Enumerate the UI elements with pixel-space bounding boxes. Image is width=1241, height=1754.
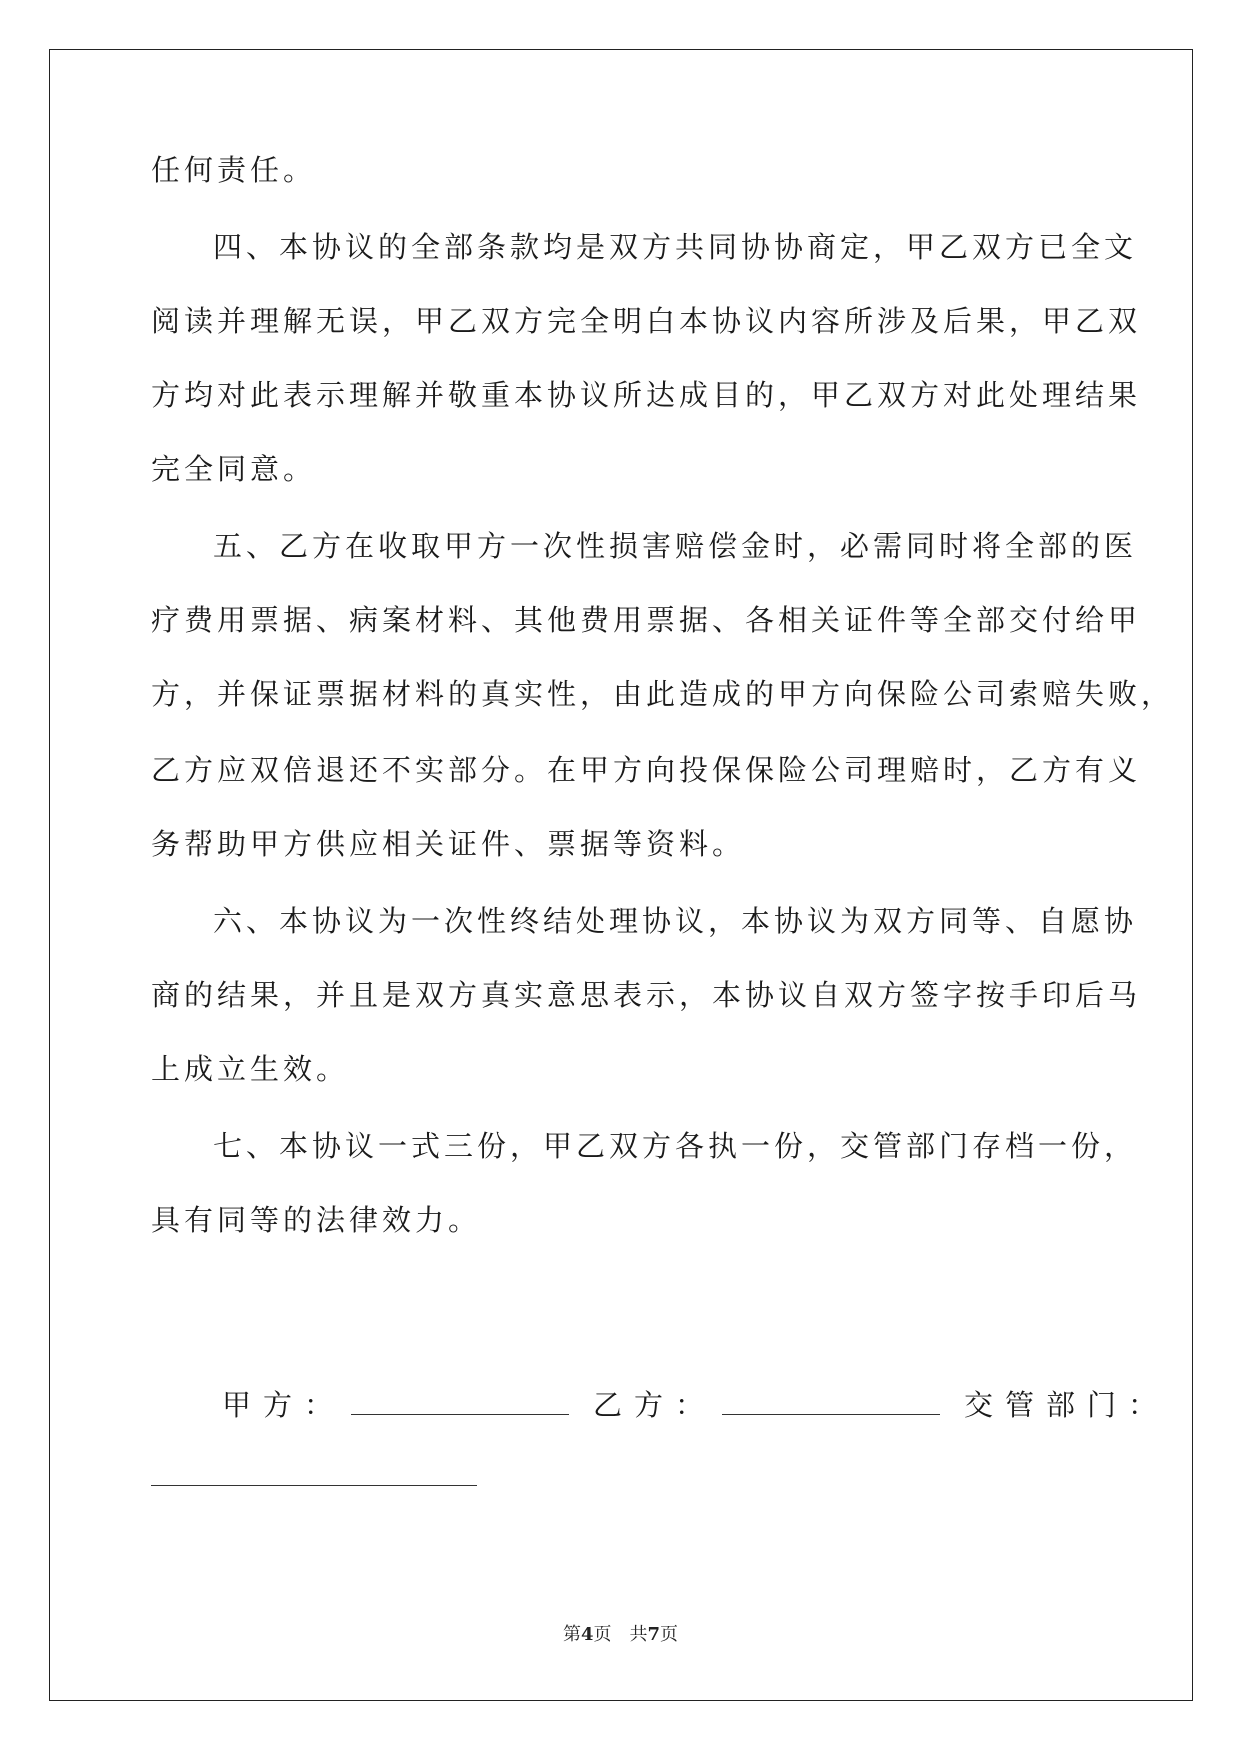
page-prefix: 第 (562, 1624, 581, 1645)
page-mid: 页 共 (593, 1624, 648, 1645)
signature-row (222, 1385, 1169, 1425)
page-total: 7 (647, 1624, 661, 1645)
party-b-signature-blank[interactable] (722, 1386, 940, 1415)
traffic-dept-signature-blank[interactable] (151, 1485, 477, 1486)
text-line: 阅读并理解无误，甲乙双方完全明白本协议内容所涉及后果，甲乙双 (151, 304, 1142, 338)
text-line: 方均对此表示理解并敬重本协议所达成目的，甲乙双方对此处理结果 (151, 378, 1142, 412)
text-line: 上成立生效。 (151, 1052, 350, 1086)
page-current: 4 (580, 1624, 594, 1645)
text-line: 任何责任。 (151, 153, 317, 187)
text-line: 五、乙方在收取甲方一次性损害赔偿金时，必需同时将全部的医 (213, 529, 1138, 563)
text-line: 务帮助甲方供应相关证件、票据等资料。 (151, 827, 746, 861)
party-a-label: 甲方： (222, 1388, 346, 1422)
traffic-dept-label: 交管部门： (964, 1388, 1170, 1422)
page-border (49, 49, 1193, 1701)
page-footer (0, 1620, 1241, 1646)
text-line: 完全同意。 (151, 452, 317, 486)
party-a-signature-blank[interactable] (351, 1386, 569, 1415)
text-line: 方，并保证票据材料的真实性，由此造成的甲方向保险公司索赔失败， (151, 677, 1175, 711)
text-line: 四、本协议的全部条款均是双方共同协协商定，甲乙双方已全文 (213, 230, 1138, 264)
text-line: 商的结果，并且是双方真实意思表示，本协议自双方签字按手印后马 (151, 978, 1142, 1012)
text-line: 七、本协议一式三份，甲乙双方各执一份，交管部门存档一份， (213, 1129, 1138, 1163)
page-suffix: 页 (660, 1624, 679, 1645)
party-b-label: 乙方： (593, 1388, 717, 1422)
text-line: 乙方应双倍退还不实部分。在甲方向投保保险公司理赔时，乙方有义 (151, 753, 1142, 787)
text-line: 疗费用票据、病案材料、其他费用票据、各相关证件等全部交付给甲 (151, 603, 1142, 637)
text-line: 具有同等的法律效力。 (151, 1203, 482, 1237)
text-line: 六、本协议为一次性终结处理协议，本协议为双方同等、自愿协 (213, 904, 1138, 938)
